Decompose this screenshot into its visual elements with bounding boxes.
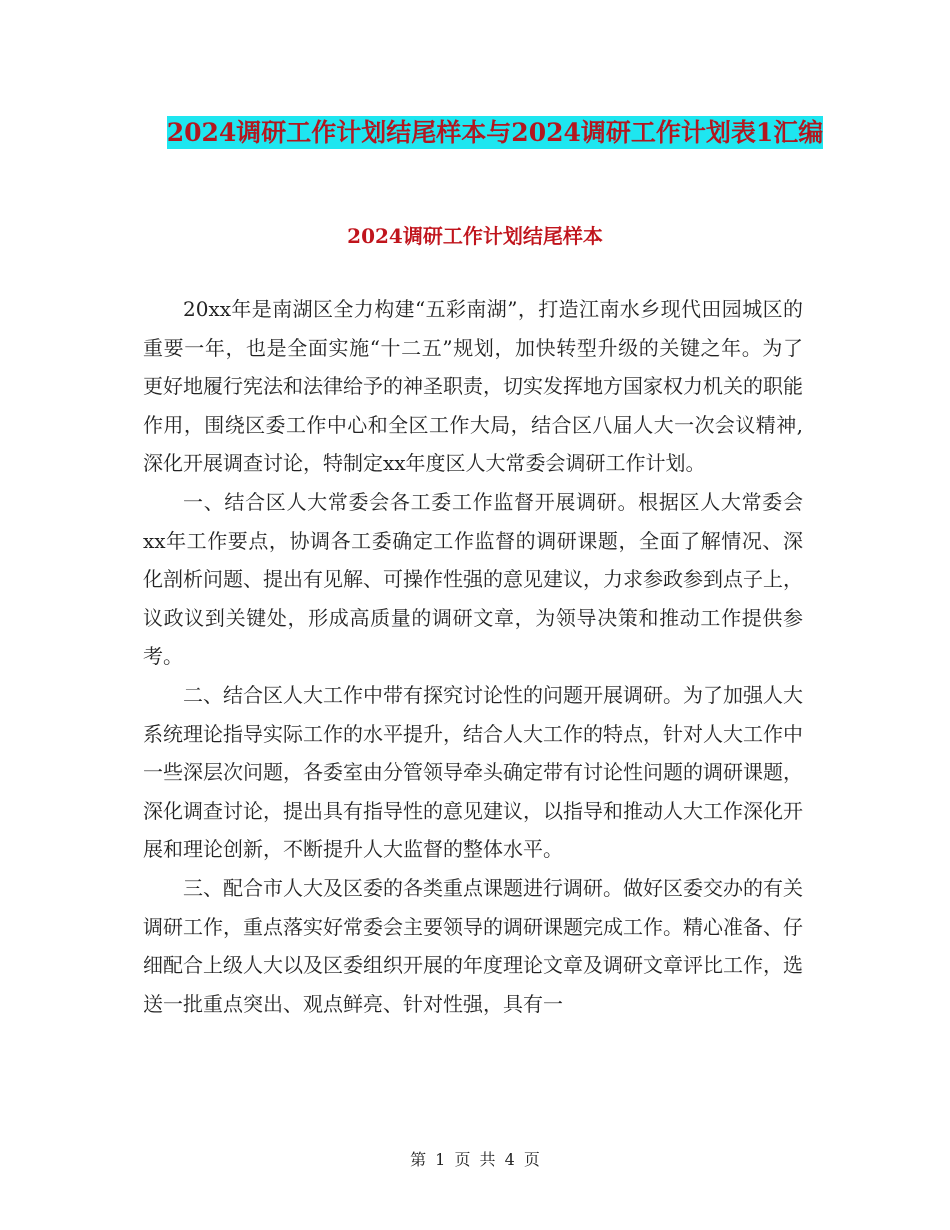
paragraph-intro: 20xx年是南湖区全力构建“五彩南湖”，打造江南水乡现代田园城区的重要一年，也是全面实施“十二五”规划，加快转型升级的关键之年。为了更好地履行宪法和法律给予的神圣职责，切实发挥地方国家权力机关的职能作用，围绕区委工作中心和全区工作大局，结合区八届人大一次会议精神,深化开展调查讨论，特制定xx年度区人大常委会调研工作计划。	[143, 297, 803, 476]
document-title	[150, 110, 840, 156]
document-title-text: 2024调研工作计划结尾样本与2024调研工作计划表1汇编	[166, 118, 824, 147]
paragraph-item-1: 一、结合区人大常委会各工委工作监督开展调研。根据区人大常委会xx年工作要点，协调各工委确定工作监督的调研课题，全面了解情况、深化剖析问题、提出有见解、可操作性强的意见建议，力求参政参到点子上，议政议到关键处，形成高质量的调研文章，为领导决策和推动工作提供参考。	[143, 489, 803, 669]
document-body	[143, 290, 803, 1023]
section-title: 2024调研工作计划结尾样本	[347, 224, 603, 248]
paragraph-item-3: 三、配合市人大及区委的各类重点课题进行调研。做好区委交办的有关调研工作，重点落实好常委会主要领导的调研课题完成工作。精心准备、仔细配合上级人大以及区委组织开展的年度理论文章及调研文章评比工作，选送一批重点突出、观点鲜亮、针对性强，具有一	[143, 875, 803, 1016]
paragraph-item-2: 二、结合区人大工作中带有探究讨论性的问题开展调研。为了加强人大系统理论指导实际工作的水平提升，结合人大工作的特点，针对人大工作中一些深层次问题，各委室由分管领导牵头确定带有讨论性问题的调研课题，深化调查讨论，提出具有指导性的意见建议，以指导和推动人大工作深化开展和理论创新，不断提升人大监督的整体水平。	[143, 682, 803, 862]
page-footer: 第 1 页 共 4 页	[410, 1150, 540, 1169]
